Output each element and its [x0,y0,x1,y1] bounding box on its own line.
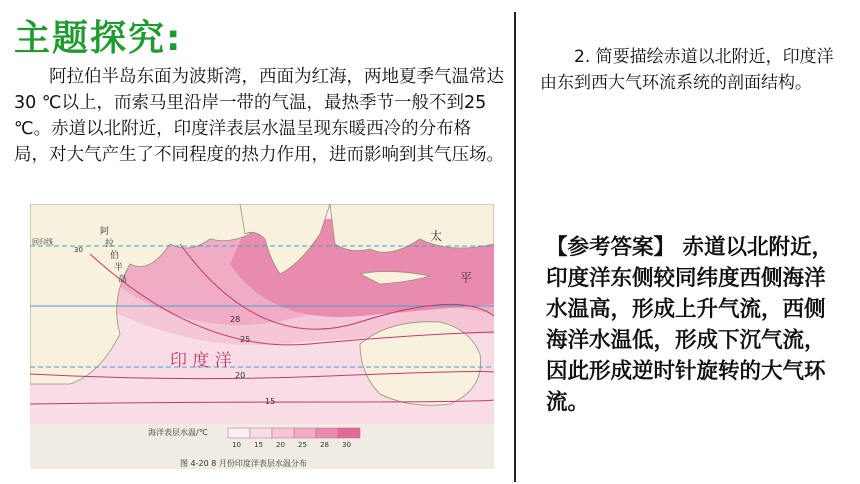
legend-value: 28 [320,441,329,449]
legend-value: 25 [298,441,307,449]
legend-swatch [272,428,294,438]
legend-value: 30 [342,441,351,449]
place-label-tai: 太 [430,229,443,243]
intro-paragraph: 阿拉伯半岛东面为波斯湾，西面为红海，两地夏季气温常达30 ℃以上，而索马里沿岸一带的气温，最热季节一般不到25 ℃。赤道以北附近，印度洋表层水温呈现东暖西冷的分布格局，对大气产生了不同程度的热力作用，进而影响到其气压场。 [14,67,504,165]
legend-swatch [294,428,316,438]
sst-map-figure [30,204,494,469]
answer-label: 【参考答案】 [546,235,676,260]
place-label-dao: 岛 [118,275,128,285]
legend-swatch [228,428,250,438]
legend-title: 海洋表层水温/℃ [148,428,208,437]
isotherm-label-25: 25 [240,335,251,344]
sst-map [30,204,494,469]
legend-swatch [250,428,272,438]
answer-text: 赤道以北附近，印度洋东侧较同纬度西侧海洋水温高，形成上升气流，西侧海洋水温低，形成下沉气流，因此形成逆时针旋转的大气环流。 [546,235,834,415]
isotherm-label-20: 20 [235,371,246,380]
isotherm-label-15: 15 [265,397,276,406]
place-label-ban: 半 [114,263,124,273]
place-label-ping: 平 [460,271,473,285]
reference-answer [546,232,846,418]
column-divider [514,12,516,482]
place-label-30: 30 [74,246,83,254]
legend-swatch [316,428,338,438]
map-caption: 图 4-20 8 月份印度洋表层水温分布 [180,459,307,468]
place-label-la: 拉 [105,239,115,249]
section-heading: 主题探究: [14,18,183,59]
legend-swatches [228,428,360,449]
place-label-bo: 伯 [110,251,120,261]
question-text: 2. 简要描绘赤道以北附近，印度洋由东到西大气环流系统的剖面结构。 [540,47,834,93]
place-label-a: 阿 [100,227,110,237]
legend-value: 10 [232,441,241,449]
lat-label: 回归线 [32,238,53,246]
legend-value: 20 [276,441,285,449]
legend-swatch [338,428,360,438]
isotherm-label-28: 28 [230,315,241,324]
ocean-name: 印 度 洋 [170,351,232,371]
legend-value: 15 [254,441,263,449]
